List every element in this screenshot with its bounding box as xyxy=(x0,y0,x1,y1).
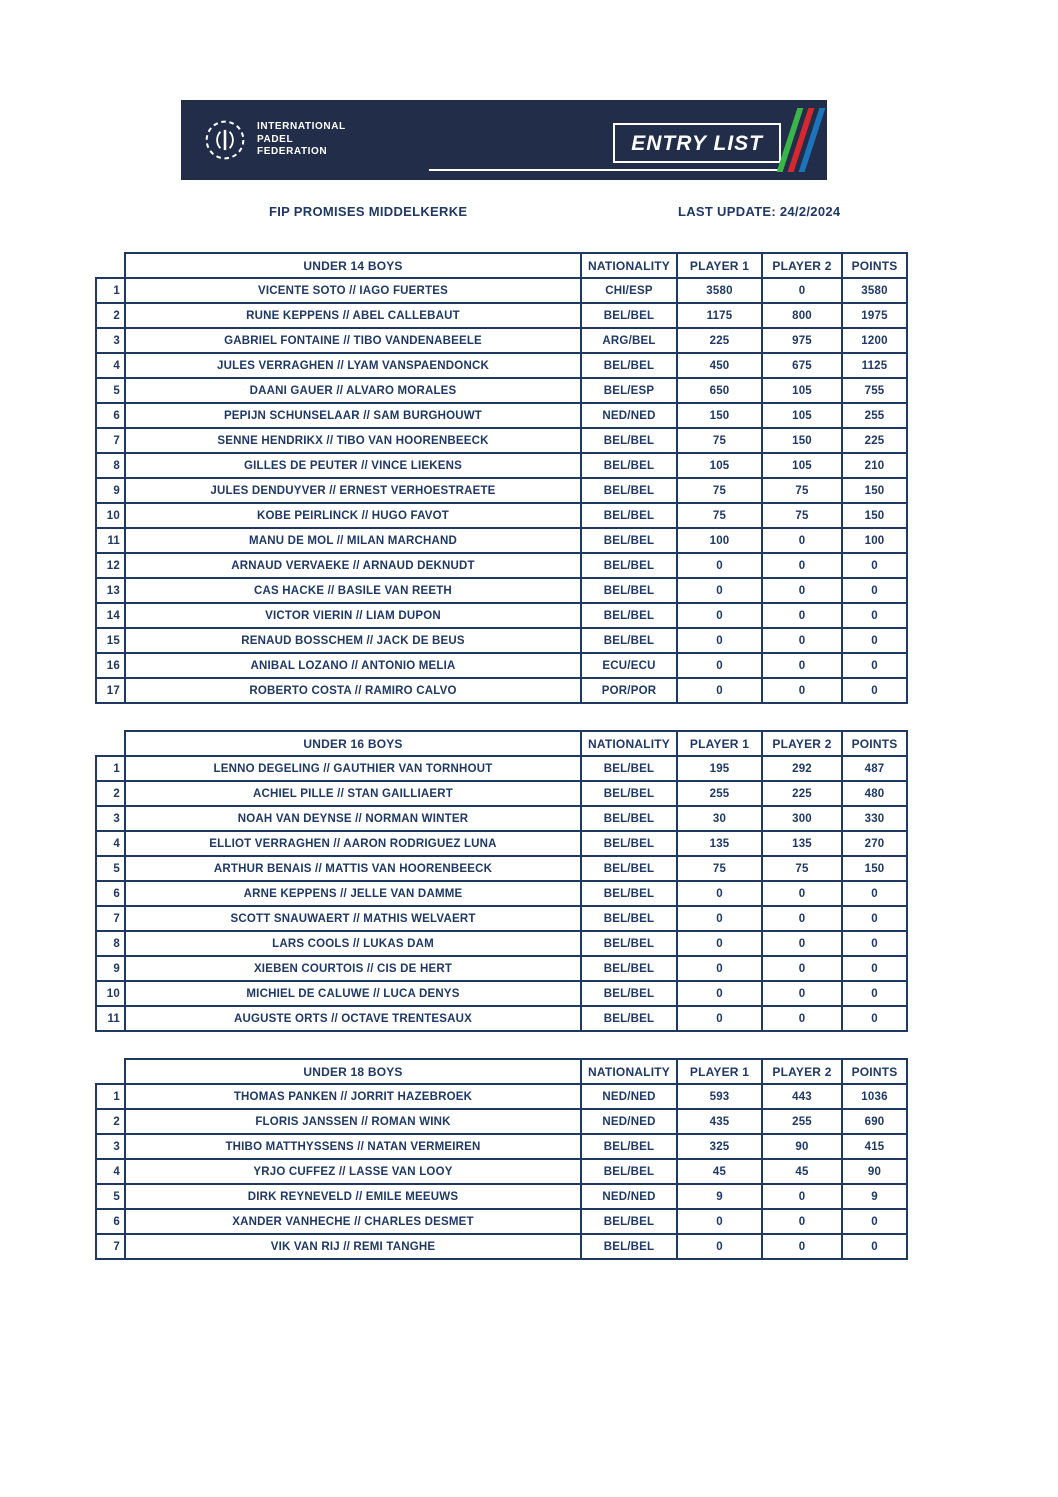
nationality: BEL/BEL xyxy=(581,578,677,603)
team-names: ARTHUR BENAIS // MATTIS VAN HOORENBEECK xyxy=(125,856,581,881)
player2-points: 800 xyxy=(762,303,842,328)
entry-row xyxy=(96,303,907,328)
row-rank: 6 xyxy=(96,881,125,906)
col-player2: PLAYER 2 xyxy=(762,253,842,278)
total-points: 9 xyxy=(842,1184,907,1209)
player2-points: 0 xyxy=(762,603,842,628)
nationality: BEL/BEL xyxy=(581,806,677,831)
table-title: UNDER 14 BOYS xyxy=(125,253,581,278)
player1-points: 0 xyxy=(677,931,762,956)
player2-points: 0 xyxy=(762,931,842,956)
team-names: MICHIEL DE CALUWE // LUCA DENYS xyxy=(125,981,581,1006)
total-points: 1036 xyxy=(842,1084,907,1109)
player2-points: 0 xyxy=(762,678,842,703)
player2-points: 0 xyxy=(762,906,842,931)
nationality: NED/NED xyxy=(581,1109,677,1134)
player1-points: 0 xyxy=(677,1209,762,1234)
table-title: UNDER 18 BOYS xyxy=(125,1059,581,1084)
row-rank: 5 xyxy=(96,856,125,881)
player1-points: 0 xyxy=(677,881,762,906)
team-names: YRJO CUFFEZ // LASSE VAN LOOY xyxy=(125,1159,581,1184)
entry-row xyxy=(96,353,907,378)
total-points: 1200 xyxy=(842,328,907,353)
entry-row xyxy=(96,956,907,981)
entry-row xyxy=(96,1134,907,1159)
entry-row xyxy=(96,428,907,453)
total-points: 270 xyxy=(842,831,907,856)
entry-row xyxy=(96,856,907,881)
team-names: VICTOR VIERIN // LIAM DUPON xyxy=(125,603,581,628)
nationality: NED/NED xyxy=(581,1184,677,1209)
logo-line-2: PADEL xyxy=(257,133,294,145)
player1-points: 255 xyxy=(677,781,762,806)
row-rank: 13 xyxy=(96,578,125,603)
entry-row xyxy=(96,906,907,931)
team-names: XIEBEN COURTOIS // CIS DE HERT xyxy=(125,956,581,981)
row-rank: 9 xyxy=(96,478,125,503)
table-header-row xyxy=(96,731,907,756)
player2-points: 255 xyxy=(762,1109,842,1134)
team-names: VICENTE SOTO // IAGO FUERTES xyxy=(125,278,581,303)
total-points: 487 xyxy=(842,756,907,781)
col-nationality: NATIONALITY xyxy=(581,253,677,278)
player2-points: 0 xyxy=(762,578,842,603)
entry-row xyxy=(96,806,907,831)
nationality: BEL/BEL xyxy=(581,428,677,453)
player1-points: 0 xyxy=(677,906,762,931)
total-points: 210 xyxy=(842,453,907,478)
total-points: 0 xyxy=(842,956,907,981)
player2-points: 675 xyxy=(762,353,842,378)
player1-points: 0 xyxy=(677,678,762,703)
entry-row xyxy=(96,1159,907,1184)
banner-title: ENTRY LIST xyxy=(613,123,781,163)
nationality: BEL/BEL xyxy=(581,831,677,856)
entry-row xyxy=(96,653,907,678)
team-names: DIRK REYNEVELD // EMILE MEEUWS xyxy=(125,1184,581,1209)
entry-row xyxy=(96,453,907,478)
nationality: BEL/BEL xyxy=(581,503,677,528)
player1-points: 135 xyxy=(677,831,762,856)
team-names: SENNE HENDRIKX // TIBO VAN HOORENBEECK xyxy=(125,428,581,453)
player1-points: 195 xyxy=(677,756,762,781)
entry-row xyxy=(96,628,907,653)
player2-points: 75 xyxy=(762,856,842,881)
row-rank: 10 xyxy=(96,503,125,528)
team-names: THIBO MATTHYSSENS // NATAN VERMEIREN xyxy=(125,1134,581,1159)
row-rank: 1 xyxy=(96,278,125,303)
team-names: GILLES DE PEUTER // VINCE LIEKENS xyxy=(125,453,581,478)
total-points: 150 xyxy=(842,856,907,881)
row-rank: 1 xyxy=(96,756,125,781)
nationality: BEL/BEL xyxy=(581,1006,677,1031)
row-rank: 4 xyxy=(96,353,125,378)
row-rank: 10 xyxy=(96,981,125,1006)
row-rank: 5 xyxy=(96,1184,125,1209)
player1-points: 9 xyxy=(677,1184,762,1209)
player2-points: 0 xyxy=(762,1184,842,1209)
total-points: 0 xyxy=(842,1006,907,1031)
player2-points: 0 xyxy=(762,881,842,906)
total-points: 3580 xyxy=(842,278,907,303)
total-points: 0 xyxy=(842,981,907,1006)
team-names: THOMAS PANKEN // JORRIT HAZEBROEK xyxy=(125,1084,581,1109)
total-points: 255 xyxy=(842,403,907,428)
nationality: BEL/BEL xyxy=(581,553,677,578)
player2-points: 443 xyxy=(762,1084,842,1109)
nationality: BEL/BEL xyxy=(581,1234,677,1259)
col-points: POINTS xyxy=(842,731,907,756)
total-points: 1975 xyxy=(842,303,907,328)
entry-row xyxy=(96,981,907,1006)
banner-underline xyxy=(429,169,781,171)
team-names: ARNAUD VERVAEKE // ARNAUD DEKNUDT xyxy=(125,553,581,578)
entry-row xyxy=(96,756,907,781)
total-points: 0 xyxy=(842,553,907,578)
total-points: 0 xyxy=(842,881,907,906)
player2-points: 0 xyxy=(762,278,842,303)
row-rank: 11 xyxy=(96,528,125,553)
col-player2: PLAYER 2 xyxy=(762,731,842,756)
player2-points: 0 xyxy=(762,1006,842,1031)
nationality: BEL/BEL xyxy=(581,1209,677,1234)
nationality: BEL/BEL xyxy=(581,478,677,503)
nationality: POR/POR xyxy=(581,678,677,703)
player2-points: 225 xyxy=(762,781,842,806)
team-names: RENAUD BOSSCHEM // JACK DE BEUS xyxy=(125,628,581,653)
entry-row xyxy=(96,781,907,806)
row-rank: 4 xyxy=(96,1159,125,1184)
row-rank: 8 xyxy=(96,453,125,478)
player1-points: 225 xyxy=(677,328,762,353)
total-points: 690 xyxy=(842,1109,907,1134)
entry-row xyxy=(96,1234,907,1259)
player1-points: 450 xyxy=(677,353,762,378)
player1-points: 0 xyxy=(677,981,762,1006)
row-rank: 1 xyxy=(96,1084,125,1109)
player1-points: 75 xyxy=(677,503,762,528)
entry-table xyxy=(95,730,908,1032)
nationality: BEL/BEL xyxy=(581,628,677,653)
player1-points: 435 xyxy=(677,1109,762,1134)
player1-points: 30 xyxy=(677,806,762,831)
entry-row xyxy=(96,678,907,703)
player1-points: 75 xyxy=(677,428,762,453)
player1-points: 105 xyxy=(677,453,762,478)
player2-points: 0 xyxy=(762,553,842,578)
nationality: BEL/BEL xyxy=(581,303,677,328)
rank-column-spacer xyxy=(96,1059,125,1084)
player2-points: 0 xyxy=(762,628,842,653)
player2-points: 75 xyxy=(762,503,842,528)
row-rank: 9 xyxy=(96,956,125,981)
row-rank: 2 xyxy=(96,1109,125,1134)
total-points: 0 xyxy=(842,1234,907,1259)
logo-line-3: FEDERATION xyxy=(257,146,328,158)
row-rank: 2 xyxy=(96,781,125,806)
total-points: 480 xyxy=(842,781,907,806)
player2-points: 105 xyxy=(762,378,842,403)
entry-row xyxy=(96,1084,907,1109)
col-player2: PLAYER 2 xyxy=(762,1059,842,1084)
nationality: BEL/BEL xyxy=(581,528,677,553)
row-rank: 3 xyxy=(96,1134,125,1159)
player2-points: 0 xyxy=(762,653,842,678)
nationality: BEL/BEL xyxy=(581,756,677,781)
team-names: LARS COOLS // LUKAS DAM xyxy=(125,931,581,956)
event-title: FIP PROMISES MIDDELKERKE xyxy=(269,204,468,219)
total-points: 755 xyxy=(842,378,907,403)
rank-column-spacer xyxy=(96,731,125,756)
player2-points: 975 xyxy=(762,328,842,353)
team-names: KOBE PEIRLINCK // HUGO FAVOT xyxy=(125,503,581,528)
player1-points: 0 xyxy=(677,628,762,653)
row-rank: 7 xyxy=(96,428,125,453)
ipf-logo xyxy=(203,118,346,162)
row-rank: 7 xyxy=(96,1234,125,1259)
player1-points: 100 xyxy=(677,528,762,553)
team-names: ROBERTO COSTA // RAMIRO CALVO xyxy=(125,678,581,703)
entry-row xyxy=(96,1184,907,1209)
team-names: CAS HACKE // BASILE VAN REETH xyxy=(125,578,581,603)
total-points: 0 xyxy=(842,906,907,931)
row-rank: 3 xyxy=(96,806,125,831)
row-rank: 12 xyxy=(96,553,125,578)
player2-points: 292 xyxy=(762,756,842,781)
entry-row xyxy=(96,478,907,503)
player2-points: 105 xyxy=(762,453,842,478)
nationality: BEL/BEL xyxy=(581,981,677,1006)
team-names: MANU DE MOL // MILAN MARCHAND xyxy=(125,528,581,553)
nationality: NED/NED xyxy=(581,1084,677,1109)
total-points: 1125 xyxy=(842,353,907,378)
entry-table xyxy=(95,252,908,704)
total-points: 90 xyxy=(842,1159,907,1184)
col-player1: PLAYER 1 xyxy=(677,253,762,278)
table-header-row xyxy=(96,253,907,278)
table-title: UNDER 16 BOYS xyxy=(125,731,581,756)
entry-row xyxy=(96,1006,907,1031)
player1-points: 0 xyxy=(677,553,762,578)
total-points: 225 xyxy=(842,428,907,453)
nationality: BEL/BEL xyxy=(581,881,677,906)
entry-row xyxy=(96,503,907,528)
player1-points: 1175 xyxy=(677,303,762,328)
nationality: BEL/ESP xyxy=(581,378,677,403)
player1-points: 0 xyxy=(677,578,762,603)
col-player1: PLAYER 1 xyxy=(677,731,762,756)
col-points: POINTS xyxy=(842,253,907,278)
total-points: 0 xyxy=(842,1209,907,1234)
entry-row xyxy=(96,931,907,956)
team-names: JULES DENDUYVER // ERNEST VERHOESTRAETE xyxy=(125,478,581,503)
table-header-row xyxy=(96,1059,907,1084)
nationality: BEL/BEL xyxy=(581,931,677,956)
row-rank: 6 xyxy=(96,1209,125,1234)
player1-points: 75 xyxy=(677,856,762,881)
player2-points: 75 xyxy=(762,478,842,503)
team-names: SCOTT SNAUWAERT // MATHIS WELVAERT xyxy=(125,906,581,931)
col-player1: PLAYER 1 xyxy=(677,1059,762,1084)
logo-line-1: INTERNATIONAL xyxy=(257,121,346,133)
col-nationality: NATIONALITY xyxy=(581,731,677,756)
player2-points: 0 xyxy=(762,1209,842,1234)
total-points: 415 xyxy=(842,1134,907,1159)
player1-points: 45 xyxy=(677,1159,762,1184)
row-rank: 16 xyxy=(96,653,125,678)
total-points: 330 xyxy=(842,806,907,831)
entry-row xyxy=(96,881,907,906)
row-rank: 15 xyxy=(96,628,125,653)
total-points: 0 xyxy=(842,603,907,628)
team-names: PEPIJN SCHUNSELAAR // SAM BURGHOUWT xyxy=(125,403,581,428)
nationality: CHI/ESP xyxy=(581,278,677,303)
team-names: NOAH VAN DEYNSE // NORMAN WINTER xyxy=(125,806,581,831)
col-nationality: NATIONALITY xyxy=(581,1059,677,1084)
player2-points: 0 xyxy=(762,528,842,553)
rank-column-spacer xyxy=(96,253,125,278)
player1-points: 150 xyxy=(677,403,762,428)
team-names: AUGUSTE ORTS // OCTAVE TRENTESAUX xyxy=(125,1006,581,1031)
player2-points: 90 xyxy=(762,1134,842,1159)
row-rank: 17 xyxy=(96,678,125,703)
row-rank: 14 xyxy=(96,603,125,628)
team-names: LENNO DEGELING // GAUTHIER VAN TORNHOUT xyxy=(125,756,581,781)
team-names: JULES VERRAGHEN // LYAM VANSPAENDONCK xyxy=(125,353,581,378)
team-names: ANIBAL LOZANO // ANTONIO MELIA xyxy=(125,653,581,678)
player1-points: 0 xyxy=(677,956,762,981)
entry-row xyxy=(96,328,907,353)
nationality: BEL/BEL xyxy=(581,353,677,378)
entry-row xyxy=(96,1209,907,1234)
team-names: ELLIOT VERRAGHEN // AARON RODRIGUEZ LUNA xyxy=(125,831,581,856)
team-names: XANDER VANHECHE // CHARLES DESMET xyxy=(125,1209,581,1234)
player2-points: 0 xyxy=(762,1234,842,1259)
player1-points: 0 xyxy=(677,603,762,628)
ipf-logo-text xyxy=(257,121,346,159)
total-points: 150 xyxy=(842,478,907,503)
team-names: GABRIEL FONTAINE // TIBO VANDENABEELE xyxy=(125,328,581,353)
nationality: NED/NED xyxy=(581,403,677,428)
player1-points: 75 xyxy=(677,478,762,503)
team-names: FLORIS JANSSEN // ROMAN WINK xyxy=(125,1109,581,1134)
row-rank: 6 xyxy=(96,403,125,428)
entry-row xyxy=(96,831,907,856)
player1-points: 325 xyxy=(677,1134,762,1159)
player2-points: 105 xyxy=(762,403,842,428)
entry-row xyxy=(96,278,907,303)
player2-points: 135 xyxy=(762,831,842,856)
entry-row xyxy=(96,378,907,403)
row-rank: 5 xyxy=(96,378,125,403)
player1-points: 0 xyxy=(677,653,762,678)
team-names: ACHIEL PILLE // STAN GAILLIAERT xyxy=(125,781,581,806)
entry-row xyxy=(96,1109,907,1134)
row-rank: 2 xyxy=(96,303,125,328)
entry-row xyxy=(96,578,907,603)
banner-stripes xyxy=(787,108,815,172)
nationality: BEL/BEL xyxy=(581,1134,677,1159)
player2-points: 0 xyxy=(762,981,842,1006)
last-update: LAST UPDATE: 24/2/2024 xyxy=(678,204,841,219)
entry-table xyxy=(95,1058,908,1260)
nationality: BEL/BEL xyxy=(581,1159,677,1184)
entry-row xyxy=(96,528,907,553)
tables-area xyxy=(95,252,906,1286)
col-points: POINTS xyxy=(842,1059,907,1084)
team-names: VIK VAN RIJ // REMI TANGHE xyxy=(125,1234,581,1259)
total-points: 0 xyxy=(842,653,907,678)
team-names: DAANI GAUER // ALVARO MORALES xyxy=(125,378,581,403)
total-points: 0 xyxy=(842,931,907,956)
team-names: ARNE KEPPENS // JELLE VAN DAMME xyxy=(125,881,581,906)
team-names: RUNE KEPPENS // ABEL CALLEBAUT xyxy=(125,303,581,328)
entry-row xyxy=(96,403,907,428)
player2-points: 150 xyxy=(762,428,842,453)
row-rank: 11 xyxy=(96,1006,125,1031)
player1-points: 3580 xyxy=(677,278,762,303)
player2-points: 0 xyxy=(762,956,842,981)
nationality: BEL/BEL xyxy=(581,956,677,981)
total-points: 0 xyxy=(842,678,907,703)
total-points: 0 xyxy=(842,578,907,603)
row-rank: 4 xyxy=(96,831,125,856)
nationality: BEL/BEL xyxy=(581,603,677,628)
total-points: 100 xyxy=(842,528,907,553)
row-rank: 3 xyxy=(96,328,125,353)
player1-points: 650 xyxy=(677,378,762,403)
player1-points: 0 xyxy=(677,1006,762,1031)
entry-row xyxy=(96,603,907,628)
player2-points: 300 xyxy=(762,806,842,831)
ipf-logo-icon xyxy=(203,118,247,162)
nationality: BEL/BEL xyxy=(581,856,677,881)
nationality: BEL/BEL xyxy=(581,781,677,806)
row-rank: 8 xyxy=(96,931,125,956)
nationality: ECU/ECU xyxy=(581,653,677,678)
nationality: ARG/BEL xyxy=(581,328,677,353)
player2-points: 45 xyxy=(762,1159,842,1184)
total-points: 0 xyxy=(842,628,907,653)
nationality: BEL/BEL xyxy=(581,453,677,478)
nationality: BEL/BEL xyxy=(581,906,677,931)
total-points: 150 xyxy=(842,503,907,528)
player1-points: 593 xyxy=(677,1084,762,1109)
row-rank: 7 xyxy=(96,906,125,931)
entry-row xyxy=(96,553,907,578)
header-banner xyxy=(181,100,827,180)
player1-points: 0 xyxy=(677,1234,762,1259)
